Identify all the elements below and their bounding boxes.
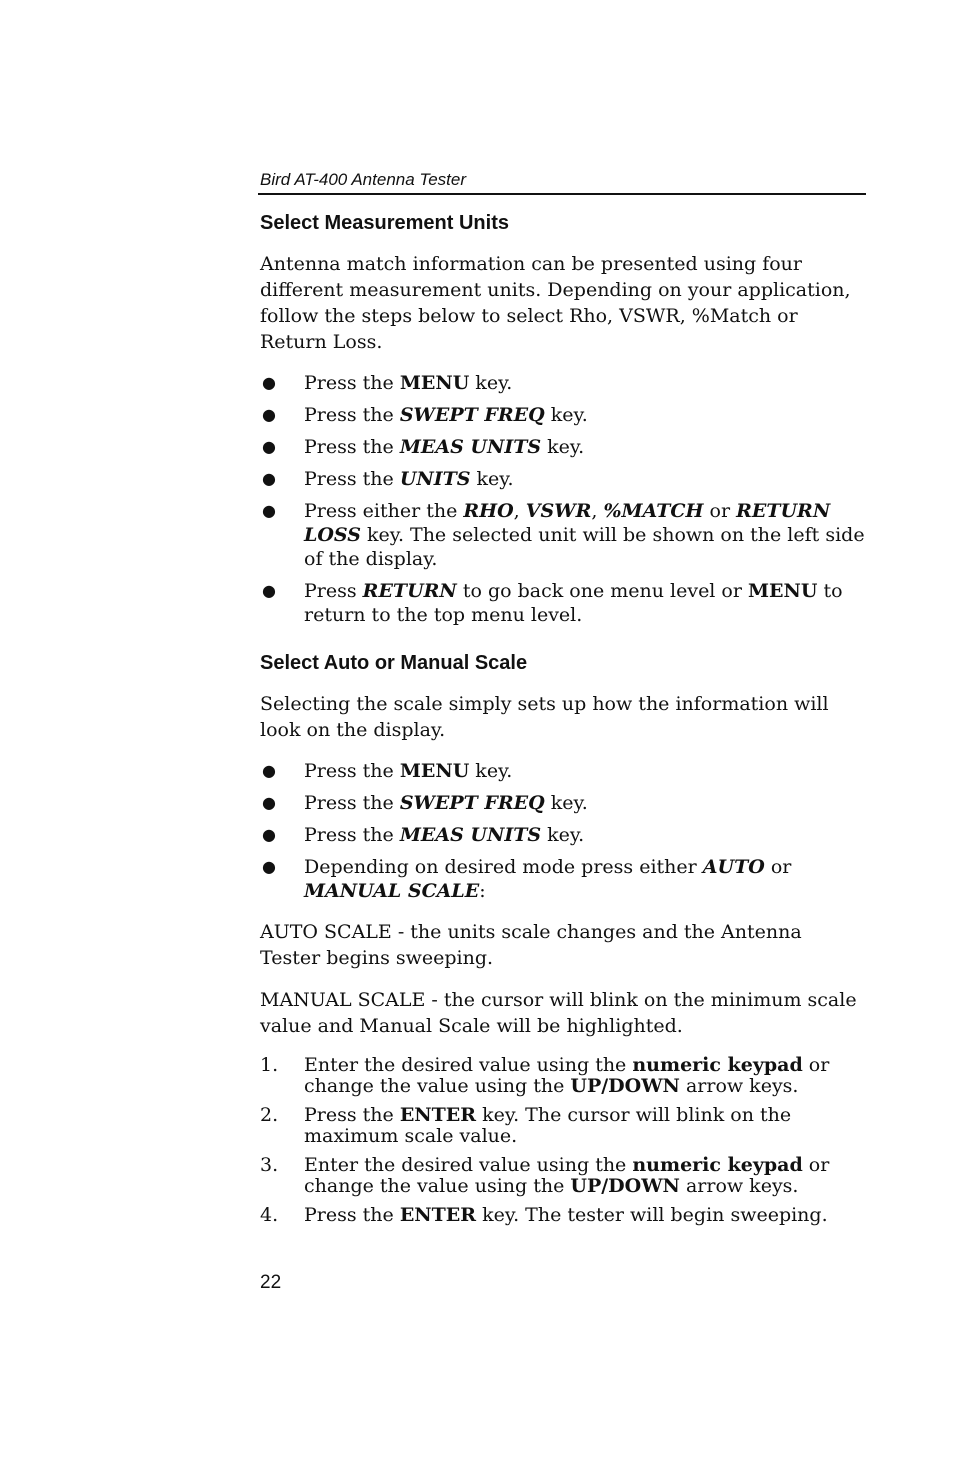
measurement-units-steps <box>260 371 866 627</box>
numbered-step: 4. Press the ENTER key. The tester will begin sweeping. <box>260 1204 828 1226</box>
bullet-icon: ● <box>262 469 276 488</box>
key-name: RHO <box>463 500 514 522</box>
bullet-icon: ● <box>262 501 276 520</box>
key-name: RETURN LOSS <box>304 500 831 546</box>
key-name: UP/DOWN <box>570 1075 680 1097</box>
key-name: UNITS <box>399 468 471 490</box>
key-name: numeric keypad <box>632 1154 803 1176</box>
section-heading-scale: Select Auto or Manual Scale <box>260 652 528 674</box>
key-name: ENTER <box>399 1104 477 1126</box>
manual-scale-description: MANUAL SCALE - the cursor will blink on the minimum scale value and Manual Scale will be highlighted. <box>260 989 857 1037</box>
bullet-icon: ● <box>262 581 276 600</box>
key-name: MEAS UNITS <box>399 824 542 846</box>
step-number: 1. <box>260 1054 279 1076</box>
key-name: MANUAL SCALE <box>304 880 480 902</box>
bullet-icon: ● <box>262 405 276 424</box>
key-name: ENTER <box>399 1204 477 1226</box>
key-name: SWEPT FREQ <box>399 792 545 814</box>
list-item: ● Depending on desired mode press either AUTO or MANUAL SCALE: <box>262 856 792 902</box>
key-name: VSWR <box>525 500 592 522</box>
list-item: ● Press the MENU key. <box>262 372 513 394</box>
list-item: ● Press the SWEPT FREQ key. <box>262 792 588 814</box>
list-item: ● Press RETURN to go back one menu level or MENU to return to the top menu level. <box>262 580 843 626</box>
bullet-icon: ● <box>262 793 276 812</box>
key-name: AUTO <box>702 856 765 878</box>
key-name: MENU <box>399 760 470 782</box>
list-item: ● Press the UNITS key. <box>262 468 514 490</box>
key-name: MENU <box>399 372 470 394</box>
key-name: numeric keypad <box>632 1054 803 1076</box>
page-number: 22 <box>260 1272 282 1293</box>
header-rule <box>258 193 866 195</box>
list-item: ● Press the MENU key. <box>262 760 513 782</box>
key-name: %MATCH <box>603 500 704 522</box>
bullet-icon: ● <box>262 825 276 844</box>
key-name: SWEPT FREQ <box>399 404 545 426</box>
numbered-step: 3. Enter the desired value using the numeric keypad or change the value using the UP/DOWN arrow keys. <box>260 1154 830 1197</box>
step-number: 2. <box>260 1104 279 1126</box>
running-header: Bird AT-400 Antenna Tester <box>260 170 467 189</box>
scale-intro: Selecting the scale simply sets up how the information will look on the display. <box>260 693 829 741</box>
bullet-icon: ● <box>262 761 276 780</box>
bullet-icon: ● <box>262 437 276 456</box>
bullet-icon: ● <box>262 373 276 392</box>
list-item: ● Press the MEAS UNITS key. <box>262 824 585 846</box>
auto-scale-description: AUTO SCALE - the units scale changes and the Antenna Tester begins sweeping. <box>260 921 802 969</box>
manual-scale-steps <box>260 1055 866 1226</box>
scale-steps <box>260 759 866 903</box>
key-name: MEAS UNITS <box>399 436 542 458</box>
page-body <box>260 200 866 1234</box>
list-item: ● Press the SWEPT FREQ key. <box>262 404 588 426</box>
key-name: UP/DOWN <box>570 1175 680 1197</box>
numbered-step: 2. Press the ENTER key. The cursor will blink on the maximum scale value. <box>260 1104 792 1147</box>
list-item: ● Press either the RHO, VSWR, %MATCH or RETURN LOSS key. The selected unit will be shown on the left side of the display. <box>262 500 865 570</box>
key-name: RETURN <box>362 580 457 602</box>
numbered-step: 1. Enter the desired value using the numeric keypad or change the value using the UP/DOWN arrow keys. <box>260 1054 830 1097</box>
step-number: 4. <box>260 1204 279 1226</box>
bullet-icon: ● <box>262 857 276 876</box>
key-name: MENU <box>748 580 818 602</box>
list-item: ● Press the MEAS UNITS key. <box>262 436 585 458</box>
section-heading-measurement-units: Select Measurement Units <box>260 212 509 234</box>
measurement-units-intro: Antenna match information can be presented using four different measurement units. Depending on your application, follow the steps below to select Rho, VSWR, %Match or Return Loss. <box>260 253 851 353</box>
step-number: 3. <box>260 1154 279 1176</box>
